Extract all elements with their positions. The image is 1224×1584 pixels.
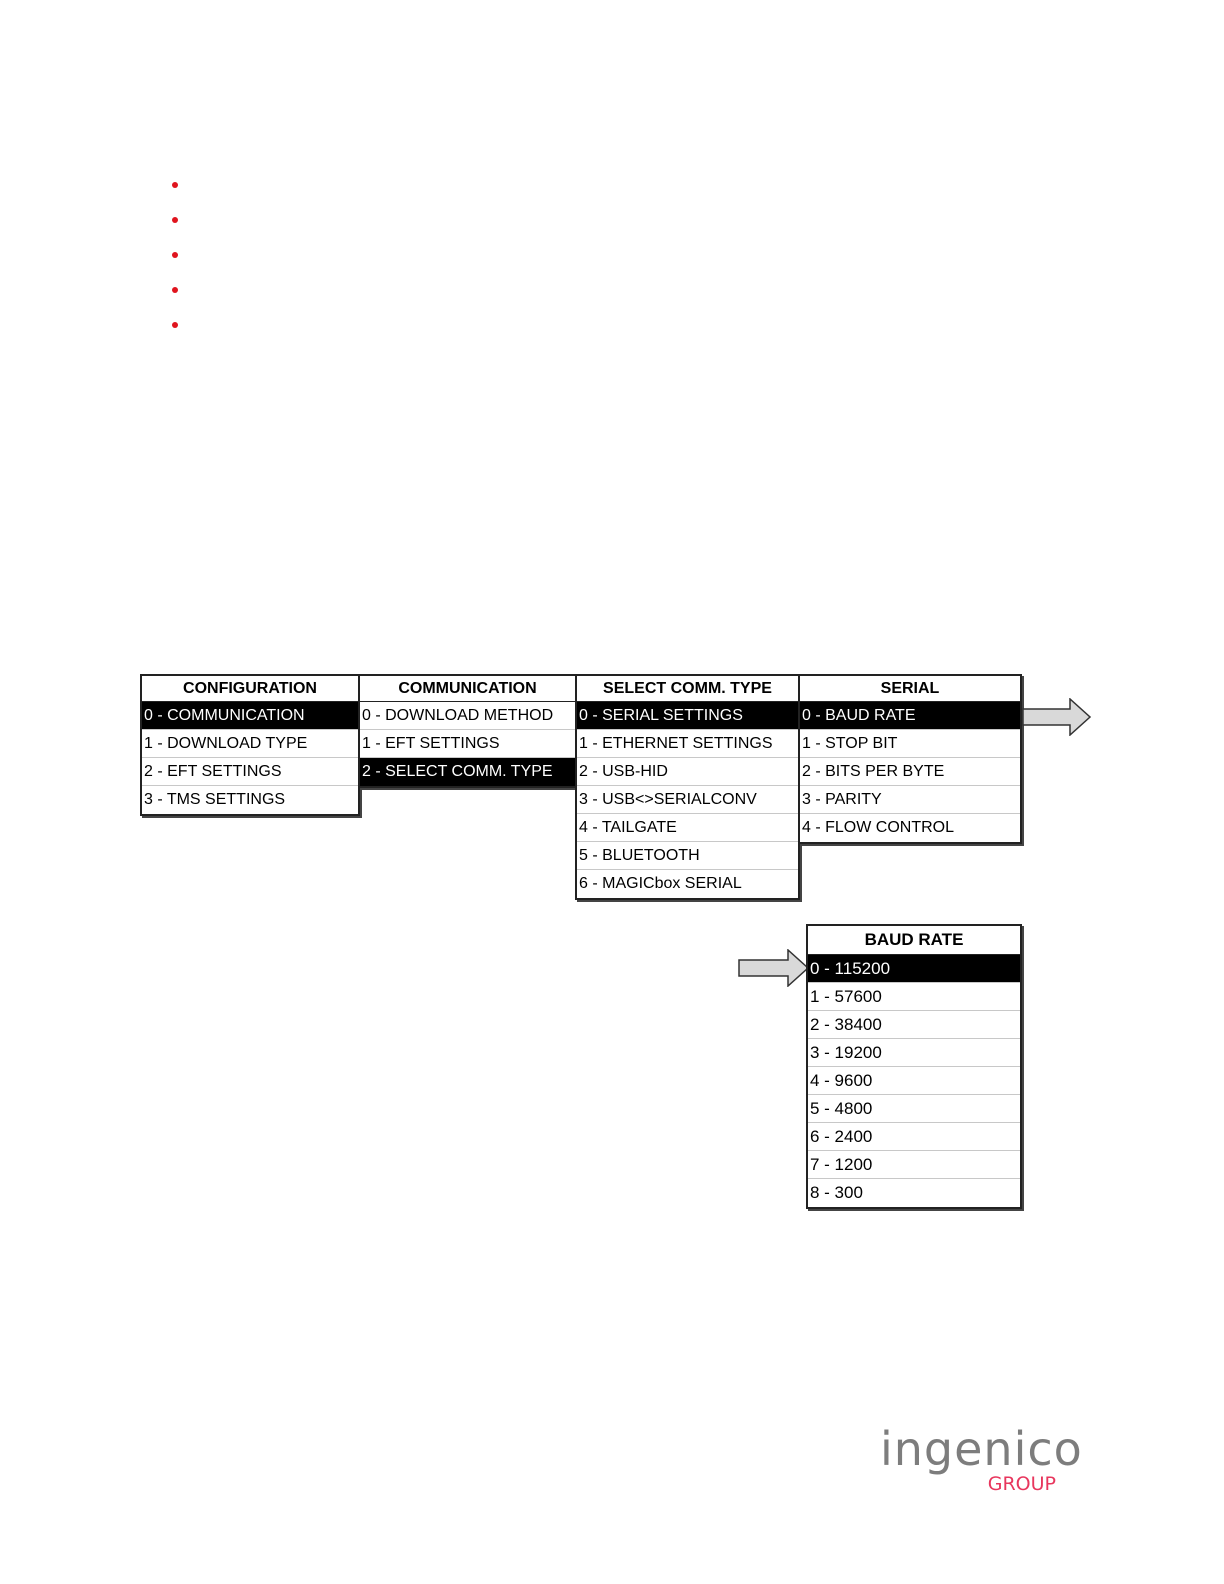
menu-item-baud-300[interactable]: 8 - 300	[810, 1183, 863, 1202]
bullet-dot	[172, 287, 178, 293]
menu-item-communication[interactable]: 0 - COMMUNICATION	[142, 702, 358, 730]
menu-item-baud-9600[interactable]: 4 - 9600	[808, 1067, 1020, 1095]
menu-item-bits-per-byte[interactable]: 2 - BITS PER BYTE	[800, 758, 1020, 786]
bullet-dot	[172, 322, 178, 328]
menu-item-magicbox-serial[interactable]: 6 - MAGICbox SERIAL	[579, 875, 742, 892]
menu-item-baud-19200[interactable]: 3 - 19200	[808, 1039, 1020, 1067]
right-arrow-icon	[1022, 698, 1092, 736]
menu-item-baud-4800[interactable]: 5 - 4800	[808, 1095, 1020, 1123]
menu-item-baud-57600[interactable]: 1 - 57600	[808, 983, 1020, 1011]
communication-menu-title: COMMUNICATION	[360, 676, 575, 702]
logo-group-label: GROUP	[987, 1473, 1056, 1495]
communication-menu	[358, 674, 577, 788]
menu-item-usb-serialconv[interactable]: 3 - USB<>SERIALCONV	[577, 786, 798, 814]
menu-item-tms-settings[interactable]: 3 - TMS SETTINGS	[144, 791, 286, 808]
menu-item-stop-bit[interactable]: 1 - STOP BIT	[800, 730, 1020, 758]
menu-item-ethernet-settings[interactable]: 1 - ETHERNET SETTINGS	[577, 730, 798, 758]
select-comm-type-menu-title: SELECT COMM. TYPE	[577, 676, 798, 702]
bullet-dot	[172, 182, 178, 188]
menu-item-flow-control[interactable]: 4 - FLOW CONTROL	[802, 819, 955, 836]
right-arrow-icon	[738, 949, 810, 987]
menu-item-baud-rate[interactable]: 0 - BAUD RATE	[800, 702, 1020, 730]
select-comm-type-menu	[575, 674, 800, 900]
serial-menu-title: SERIAL	[800, 676, 1020, 702]
menu-item-tailgate[interactable]: 4 - TAILGATE	[577, 814, 798, 842]
menu-item-baud-38400[interactable]: 2 - 38400	[808, 1011, 1020, 1039]
menu-item-select-comm-type[interactable]: 2 - SELECT COMM. TYPE	[360, 758, 575, 786]
menu-item-serial-settings[interactable]: 0 - SERIAL SETTINGS	[577, 702, 798, 730]
ingenico-logo	[880, 1422, 1083, 1496]
menu-item-download-method[interactable]: 0 - DOWNLOAD METHOD	[360, 702, 575, 730]
baud-rate-menu-title: BAUD RATE	[808, 926, 1020, 955]
logo-wordmark: ingenico	[880, 1422, 1083, 1476]
menu-item-parity[interactable]: 3 - PARITY	[800, 786, 1020, 814]
menu-item-download-type[interactable]: 1 - DOWNLOAD TYPE	[142, 730, 358, 758]
menu-item-baud-115200[interactable]: 0 - 115200	[808, 955, 1020, 983]
configuration-menu	[140, 674, 360, 816]
menu-item-eft-settings[interactable]: 2 - EFT SETTINGS	[142, 758, 358, 786]
menu-item-bluetooth[interactable]: 5 - BLUETOOTH	[577, 842, 798, 870]
menu-item-baud-1200[interactable]: 7 - 1200	[808, 1151, 1020, 1179]
menu-item-eft-settings[interactable]: 1 - EFT SETTINGS	[360, 730, 575, 758]
configuration-menu-title: CONFIGURATION	[142, 676, 358, 702]
menu-item-baud-2400[interactable]: 6 - 2400	[808, 1123, 1020, 1151]
menu-item-usb-hid[interactable]: 2 - USB-HID	[577, 758, 798, 786]
baud-rate-menu	[806, 924, 1022, 1209]
bullet-dot	[172, 217, 178, 223]
bullet-dot	[172, 252, 178, 258]
serial-menu	[798, 674, 1022, 844]
